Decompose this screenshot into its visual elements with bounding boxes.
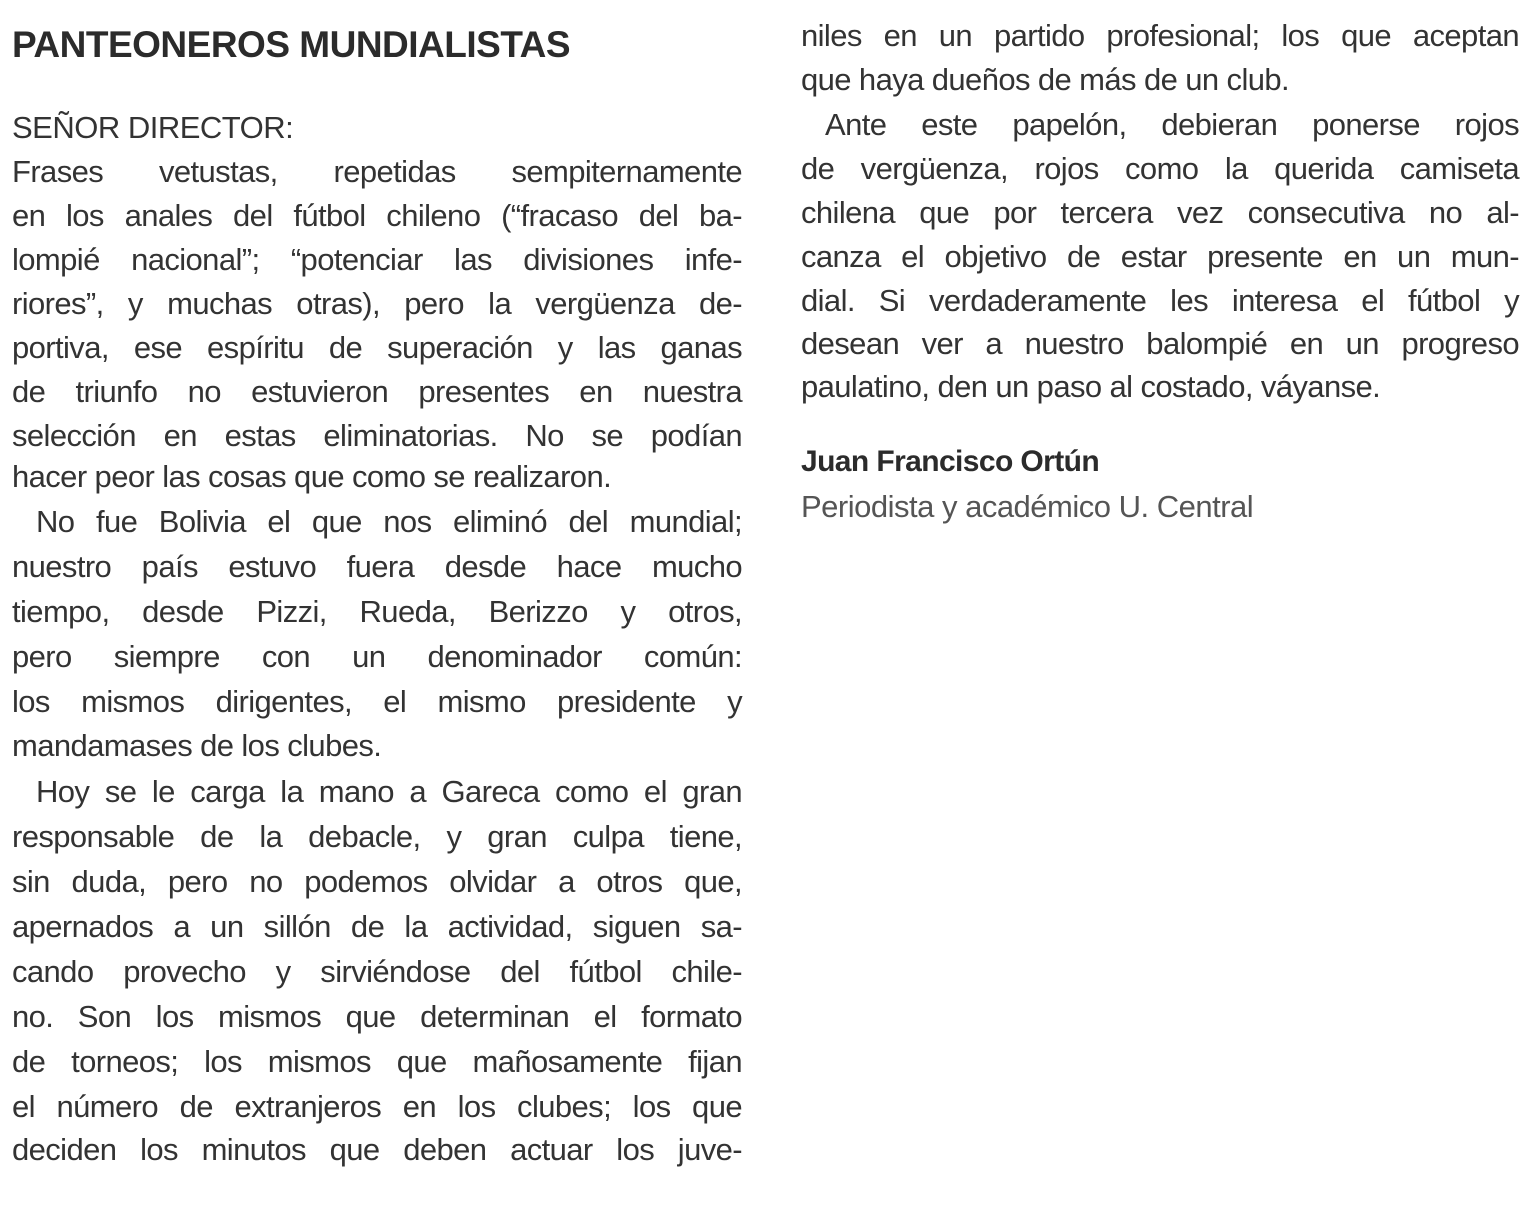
body-line: tiempo, desde Pizzi, Rueda, Berizzo y otros, — [12, 594, 742, 629]
body-line: desean ver a nuestro balompié en un progreso — [801, 326, 1519, 361]
letter-headline: PANTEONEROS MUNDIALISTAS — [12, 24, 571, 65]
body-line: dial. Si verdaderamente les interesa el fútbol y — [801, 283, 1519, 318]
body-line: paulatino, den un paso al costado, váyanse. — [801, 369, 1381, 404]
body-line: Frases vetustas, repetidas sempiternamente — [12, 154, 742, 189]
body-line: No fue Bolivia el que nos eliminó del mundial; — [36, 504, 742, 539]
body-line: niles en un partido profesional; los que aceptan — [801, 18, 1519, 53]
body-line: de vergüenza, rojos como la querida camiseta — [801, 151, 1519, 186]
body-line: nuestro país estuvo fuera desde hace mucho — [12, 549, 742, 584]
body-line: pero siempre con un denominador común: — [12, 639, 742, 674]
body-line: hacer peor las cosas que como se realizaron. — [12, 459, 612, 494]
body-line: cando provecho y sirviéndose del fútbol chile- — [12, 954, 742, 989]
body-line: Ante este papelón, debieran ponerse rojos — [825, 107, 1519, 142]
body-line: los mismos dirigentes, el mismo presidente y — [12, 684, 742, 719]
salutation: SEÑOR DIRECTOR: — [12, 110, 294, 145]
body-line: mandamases de los clubes. — [12, 728, 382, 763]
body-line: de triunfo no estuvieron presentes en nuestra — [12, 374, 742, 409]
author-name: Juan Francisco Ortún — [801, 445, 1100, 478]
body-line: canza el objetivo de estar presente en un mun- — [801, 239, 1519, 274]
body-line: lompié nacional”; “potenciar las divisiones infe- — [12, 242, 742, 277]
author-affiliation: Periodista y académico U. Central — [801, 489, 1254, 524]
body-line: de torneos; los mismos que mañosamente fijan — [12, 1044, 742, 1079]
body-line: portiva, ese espíritu de superación y las ganas — [12, 330, 742, 365]
body-line: chilena que por tercera vez consecutiva no al- — [801, 195, 1519, 230]
body-line: riores”, y muchas otras), pero la vergüenza de- — [12, 286, 742, 321]
body-line: responsable de la debacle, y gran culpa tiene, — [12, 819, 742, 854]
body-line: sin duda, pero no podemos olvidar a otros que, — [12, 864, 742, 899]
body-line: deciden los minutos que deben actuar los juve- — [12, 1132, 742, 1167]
body-line: apernados a un sillón de la actividad, siguen sa- — [12, 909, 742, 944]
body-line: no. Son los mismos que determinan el formato — [12, 999, 742, 1034]
body-line: Hoy se le carga la mano a Gareca como el gran — [36, 774, 742, 809]
body-line: en los anales del fútbol chileno (“fracaso del ba- — [12, 198, 742, 233]
body-line: el número de extranjeros en los clubes; los que — [12, 1089, 742, 1124]
body-line: que haya dueños de más de un club. — [801, 62, 1290, 97]
body-line: selección en estas eliminatorias. No se podían — [12, 418, 742, 453]
